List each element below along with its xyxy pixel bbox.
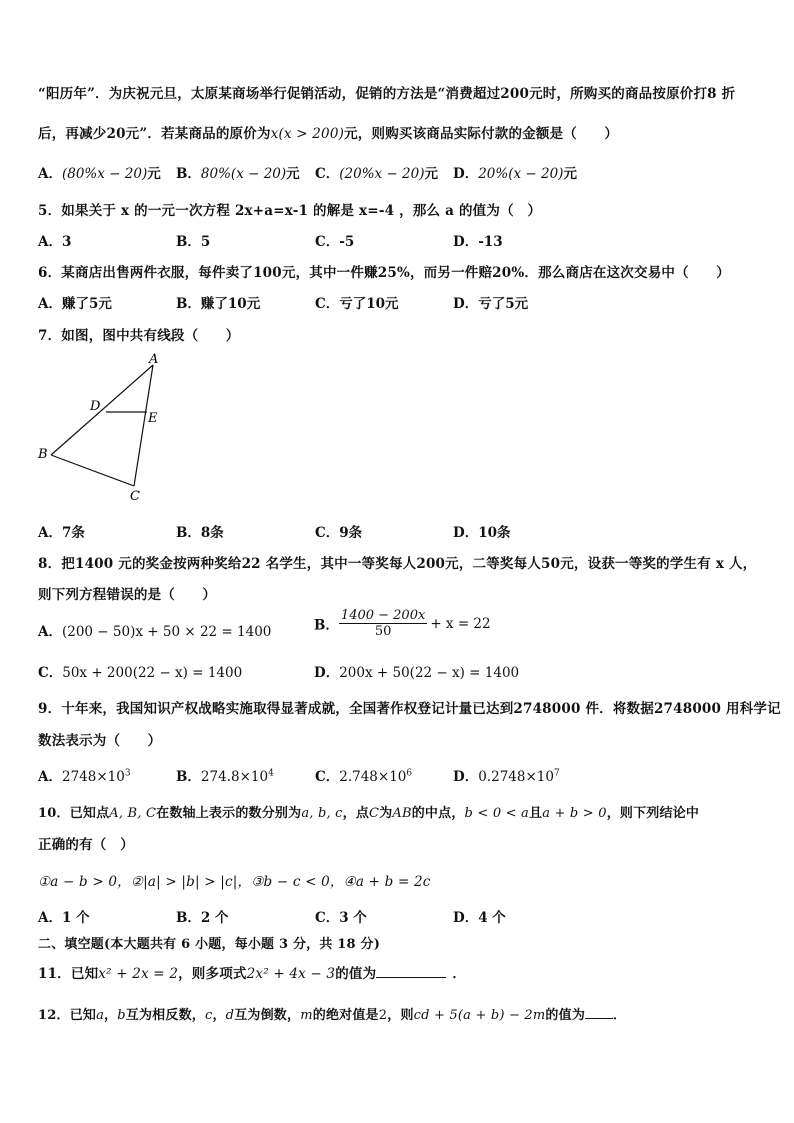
q6-option-d[interactable]: D．亏了5元 bbox=[453, 296, 529, 312]
q5-option-a[interactable]: A．3 bbox=[38, 234, 72, 250]
label-a: A bbox=[149, 352, 159, 367]
section-2-heading: 二、填空题(本大题共有 6 小题，每小题 3 分，共 18 分) bbox=[38, 937, 381, 952]
q10-option-b[interactable]: B．2 个 bbox=[176, 910, 229, 926]
label-d: D bbox=[90, 399, 101, 414]
q12-answer-blank[interactable] bbox=[585, 1006, 613, 1019]
q5-text: 5．如果关于 x 的一元一次方程 2x+a=x-1 的解是 x=-4 ，那么 a 的值为（ ） bbox=[38, 203, 542, 219]
q7-triangle-figure bbox=[30, 348, 170, 508]
q12-text: 12．已知a，b互为相反数，c，d互为倒数，m的绝对值是2，则cd + 5(a + b) − 2m的值为 ． bbox=[38, 1008, 627, 1023]
q5-option-c[interactable]: C．-5 bbox=[315, 234, 355, 250]
segment-bc bbox=[51, 455, 134, 486]
q10-option-a[interactable]: A．1 个 bbox=[38, 910, 90, 926]
q9-option-b[interactable]: B．$274.8\times 10^4$ bbox=[176, 768, 274, 785]
label-b: B bbox=[38, 447, 48, 462]
q9-line1: 9．十年来，我国知识产权战略实施取得显著成就，全国著作权登记计量已达到2748000 件．将数据2748000 用科学记 bbox=[38, 701, 781, 717]
q7-option-b[interactable]: B．8条 bbox=[176, 525, 224, 541]
q4-option-a[interactable]: A．(80%x − 20)元 bbox=[38, 166, 161, 182]
segment-ab bbox=[51, 365, 153, 455]
label-c: C bbox=[130, 489, 140, 504]
q8-b-fraction: $\frac{1400 - 200x}{50}$ bbox=[340, 608, 426, 639]
q10-option-d[interactable]: D．4 个 bbox=[453, 910, 506, 926]
q8-option-b[interactable]: B． $\frac{1400 - 200x}{50}$ + x = 22 bbox=[314, 608, 491, 639]
q9-line2: 数法表示为（ ） bbox=[38, 733, 162, 749]
q7-option-c[interactable]: C．9条 bbox=[315, 525, 363, 541]
q7-text: 7．如图，图中共有线段（ ） bbox=[38, 328, 240, 344]
q10-line1: 10．已知点A, B, C在数轴上表示的数分别为a, b, c，点C为AB的中点，b < 0 < a且a + b > 0，则下列结论中 bbox=[38, 806, 700, 821]
q4-line1: “阳历年”．为庆祝元旦，太原某商场举行促销活动，促销的方法是“消费超过200元时，所购买的商品按原价打8 折 bbox=[38, 86, 736, 102]
q9-option-c[interactable]: C．$2.748\times 10^6$ bbox=[315, 768, 413, 785]
q8-line1: 8．把1400 元的奖金按两种奖给22 名学生，其中一等奖每人200元，二等奖每人50元，设获一等奖的学生有 x 人， bbox=[38, 556, 757, 572]
q9-option-a[interactable]: A．$2748\times 10^3$ bbox=[38, 768, 131, 785]
q6-option-b[interactable]: B．赚了10元 bbox=[176, 296, 261, 312]
q5-option-d[interactable]: D．-13 bbox=[453, 234, 503, 250]
q6-text: 6．某商店出售两件衣服，每件卖了100元，其中一件赚25%，而另一件赔20%．那么商店在这次交易中（ ） bbox=[38, 265, 730, 281]
q4-line2: 后，再减少20元”．若某商品的原价为x(x > 200)元，则购买该商品实际付款的金额是（ ） bbox=[38, 126, 619, 142]
q10-line2: 正确的有（ ） bbox=[38, 837, 134, 853]
q8-option-a[interactable]: A．(200 − 50)x + 50 × 22 = 1400 bbox=[38, 624, 272, 640]
q8-option-d[interactable]: D．200x + 50(22 − x) = 1400 bbox=[314, 665, 520, 681]
q9-option-d[interactable]: D．$0.2748\times 10^7$ bbox=[453, 768, 560, 785]
q7-option-d[interactable]: D．10条 bbox=[453, 525, 511, 541]
q4-option-b[interactable]: B．80%(x − 20)元 bbox=[176, 166, 300, 182]
q11-text: 11．已知x² + 2x = 2，则多项式2x² + 4x − 3的值为 ． bbox=[38, 966, 467, 982]
q7-option-a[interactable]: A．7条 bbox=[38, 525, 85, 541]
q10-statements: ①a − b > 0，②|a| > |b| > |c|，③b − c < 0，④a + b = 2c bbox=[38, 874, 431, 890]
label-e: E bbox=[148, 411, 158, 426]
q11-answer-blank[interactable] bbox=[376, 965, 446, 978]
q5-option-b[interactable]: B．5 bbox=[176, 234, 211, 250]
q6-option-a[interactable]: A．赚了5元 bbox=[38, 296, 112, 312]
q4-condition: x(x > 200) bbox=[270, 126, 345, 142]
q8-option-c[interactable]: C．50x + 200(22 − x) = 1400 bbox=[38, 665, 243, 681]
q10-option-c[interactable]: C．3 个 bbox=[315, 910, 367, 926]
q6-option-c[interactable]: C．亏了10元 bbox=[315, 296, 399, 312]
q8-line2: 则下列方程错误的是（ ） bbox=[38, 587, 217, 603]
q4-option-c[interactable]: C．(20%x − 20)元 bbox=[315, 166, 438, 182]
q4-option-d[interactable]: D．20%(x − 20)元 bbox=[453, 166, 577, 182]
